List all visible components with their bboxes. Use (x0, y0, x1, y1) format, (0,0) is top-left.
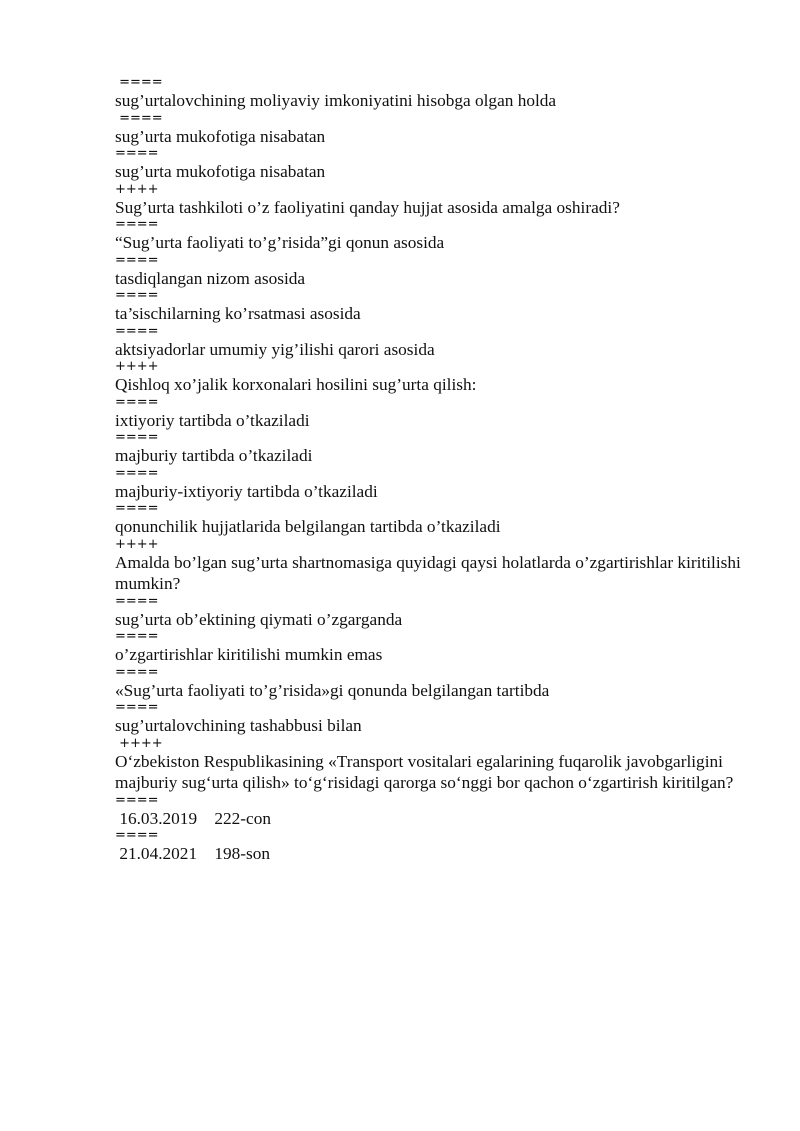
document-page (115, 76, 745, 865)
separator-marker: ==== (115, 394, 159, 410)
separator-marker: ==== (115, 288, 159, 303)
separator-marker: ==== (115, 629, 159, 644)
separator-marker: ==== (115, 252, 159, 268)
answer-option: sug’urtalovchining moliyaviy imkoniyatini hisobga olgan holda (115, 91, 557, 110)
separator-marker: ==== (115, 430, 159, 445)
separator-marker: ==== (115, 664, 159, 680)
question-marker: ++++ (115, 181, 159, 197)
answer-option: sug’urta mukofotiga nisabatan (115, 126, 326, 146)
separator-marker: ==== (115, 700, 159, 715)
question-text: Amalda bo’lgan sug’urta shartnomasiga quyidagi qaysi holatlarda o’zgartirishlar kiritilishi mumkin? (115, 552, 741, 593)
question-text: O‘zbekiston Respublikasining «Transport vositalari egalarining fuqarolik javobgarligini majburiy sug‘urta qilish» to‘g‘risidagi qarorga so‘nggi bor qachon o‘zgartirish kiritilgan? (115, 751, 734, 792)
answer-option: “Sug’urta faoliyati to’g’risida”gi qonun asosida (115, 233, 445, 252)
answer-option: majburiy tartibda o’tkaziladi (115, 446, 313, 465)
answer-option: ta’sischilarning ko’rsatmasi asosida (115, 304, 361, 323)
separator-marker: ==== (115, 110, 163, 126)
answer-option: majburiy-ixtiyoriy tartibda o’tkaziladi (115, 481, 378, 501)
question-text: Qishloq xo’jalik korxonalari hosilini sug’urta qilish: (115, 375, 477, 394)
answer-option: ixtiyoriy tartibda o’tkaziladi (115, 410, 310, 430)
separator-marker: ==== (115, 146, 159, 161)
separator-marker: ==== (115, 828, 159, 843)
question-marker: ++++ (115, 359, 159, 374)
answer-option: sug’urtalovchining tashabbusi bilan (115, 716, 362, 735)
answer-option: sug’urta mukofotiga nisabatan (115, 162, 326, 181)
separator-marker: ==== (115, 792, 159, 808)
answer-option: 21.04.2021 198-son (115, 844, 271, 863)
question-marker: ++++ (115, 536, 159, 552)
separator-marker: ==== (115, 75, 163, 90)
answer-option: o’zgartirishlar kiritilishi mumkin emas (115, 645, 383, 664)
answer-option: «Sug’urta faoliyati to’g’risida»gi qonunda belgilangan tartibda (115, 680, 550, 700)
separator-marker: ==== (115, 593, 159, 609)
answer-option: tasdiqlangan nizom asosida (115, 268, 306, 288)
separator-marker: ==== (115, 465, 159, 481)
answer-option: sug’urta ob’ektining qiymati o’zgarganda (115, 609, 403, 629)
separator-marker: ==== (115, 501, 159, 516)
answer-option: aktsiyadorlar umumiy yig’ilishi qarori asosida (115, 339, 435, 359)
question-text: Sug’urta tashkiloti o’z faoliyatini qanday hujjat asosida amalga oshiradi? (115, 197, 620, 217)
separator-marker: ==== (115, 217, 159, 232)
answer-option: 16.03.2019 222-con (115, 808, 271, 828)
question-marker: ++++ (115, 735, 163, 751)
answer-option: qonunchilik hujjatlarida belgilangan tartibda o’tkaziladi (115, 517, 501, 536)
separator-marker: ==== (115, 323, 159, 339)
